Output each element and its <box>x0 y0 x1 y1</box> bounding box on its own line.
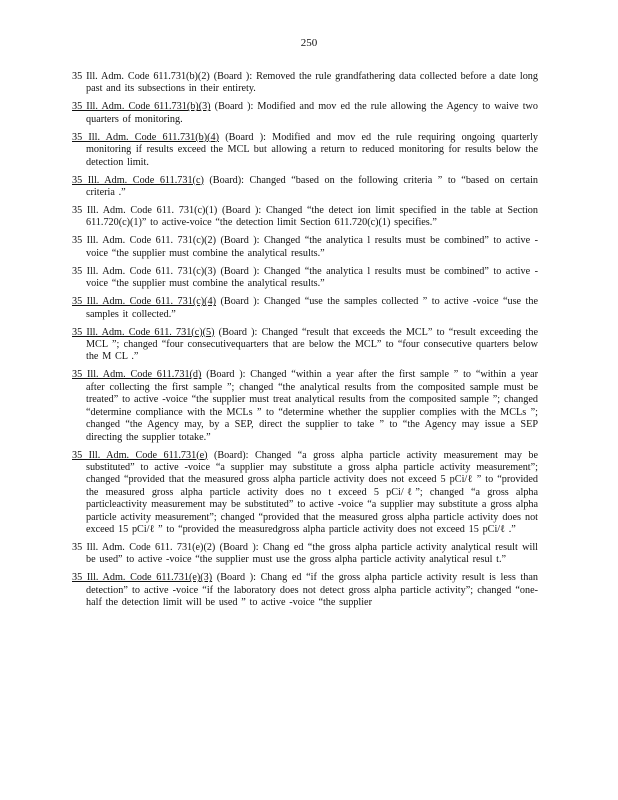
citation-reference: 35 Ill. Adm. Code 611.731(e) <box>72 449 208 461</box>
citation-entry <box>72 235 538 260</box>
citation-description: (Board ): Changed “use the samples collected ” to active -voice “use the samples it collected.” <box>86 296 538 320</box>
citation-reference: 35 Ill. Adm. Code 611.731(d) <box>72 369 202 381</box>
citation-reference: 35 Ill. Adm. Code 611.731(c) <box>72 174 204 186</box>
citation-description: (Board ): Changed “the analytica l results must be combined” to active -voice “the supplier must combine the analytical results.” <box>86 235 538 259</box>
citation-reference: 35 Ill. Adm. Code 611. 731(c)(5) <box>72 326 215 338</box>
citation-reference: 35 Ill. Adm. Code 611. 731(e)(2) <box>72 541 216 553</box>
citation-description: (Board ): Chang ed “if the gross alpha particle activity result is less than detection” to active -voice “if the laboratory does not detect gross alpha particle activity”; changed “one- half the detection limit will be used ” to active -voice “the supplier <box>86 572 538 609</box>
citation-reference: 35 Ill. Adm. Code 611.731(e)(3) <box>72 572 213 584</box>
citation-reference: 35 Ill. Adm. Code 611.731(b)(4) <box>72 131 219 143</box>
citation-description: (Board ): Chang ed “the gross alpha particle activity analytical result will be used” to active -voice “the supplier must use the gross alpha particle activity analytical resul t.” <box>86 541 538 566</box>
citation-description: (Board ): Changed “result that exceeds the MCL” to “result exceeding the MCL ”; changed “four consecutivequarters that are below the MCL” to “four consecutive quarters below the M CL .” <box>86 326 538 363</box>
citation-entry <box>72 132 538 169</box>
citation-entry <box>72 369 538 443</box>
citation-reference: 35 Ill. Adm. Code 611. 731(c)(1) <box>72 205 218 217</box>
citation-reference: 35 Ill. Adm. Code 611. 731(c)(4) <box>72 296 217 308</box>
citation-entry <box>72 327 538 364</box>
entry-list <box>72 71 538 615</box>
citation-entry <box>72 572 538 609</box>
citation-description: (Board ): Changed “the analytica l results must be combined” to active -voice “the supplier must combine the analytical results.” <box>86 265 538 290</box>
citation-entry <box>72 205 538 230</box>
citation-entry <box>72 450 538 537</box>
citation-entry <box>72 296 538 321</box>
page-number: 250 <box>300 37 318 49</box>
citation-reference: 35 Ill. Adm. Code 611.731(b)(3) <box>72 101 211 113</box>
citation-reference: 35 Ill. Adm. Code 611. 731(c)(2) <box>72 235 217 247</box>
citation-description: (Board): Changed “based on the following criteria ” to “based on certain criteria .” <box>86 174 538 199</box>
citation-description: (Board ): Removed the rule grandfathering data collected before a date long past and its subsections in their entirety. <box>86 71 538 95</box>
citation-entry <box>72 266 538 291</box>
citation-description: (Board ): Changed “the detect ion limit specified in the table at Section 611.720(c)(1)” to active-voice “the detection limit Section 611.720(c)(1) specifies.” <box>86 205 538 229</box>
citation-description: (Board): Changed “a gross alpha particle activity measurement may be substituted” to active -voice “a supplier may substitute a gross alpha particle activity measurement”; changed “provided that the measured gross alpha particle activity does not exceed 5 pCi/ℓ ” to “provided the measured gross alpha particle activity does no t exceed 5 pCi/ℓ”; changed “a gross alpha particleactivity measurement may be substituted” to active -voice “a supplier may substitute a gross alpha particle activity measurement”; changed “provided that the measured gross alpha particle activity does not exceed 15 pCi/ℓ ” to “provided the measuredgross alpha particle activity does not exceed 15 pCi/ℓ .” <box>86 449 538 535</box>
citation-description: (Board ): Modified and mov ed the rule allowing the Agency to waive two quarters of monitoring. <box>86 101 538 125</box>
citation-entry <box>72 101 538 126</box>
citation-reference: 35 Ill. Adm. Code 611.731(b)(2) <box>72 71 210 82</box>
citation-entry <box>72 175 538 200</box>
citation-entry <box>72 71 538 96</box>
citation-reference: 35 Ill. Adm. Code 611. 731(c)(3) <box>72 265 217 277</box>
citation-description: (Board ): Modified and mov ed the rule requiring ongoing quarterly monitoring if results exceed the MCL but allowing a return to reduced monitoring for results below the detection limit. <box>86 131 538 168</box>
citation-entry <box>72 542 538 567</box>
citation-description: (Board ): Changed “within a year after the first sample ” to “within a year after collecting the first sample ”; changed “the analytical results from the composited sample must be treated” to active -voice “the supplier must treat analytical results from the composited sample ”; changed “determine compliance with the MCLs ” to “determine whether the supplier complies with the MCLs ”; changed “the Agency may, by a SEP, direct the supplier to take ” to “the Agency may issue a SEP directing the supplier totake.” <box>86 369 539 443</box>
